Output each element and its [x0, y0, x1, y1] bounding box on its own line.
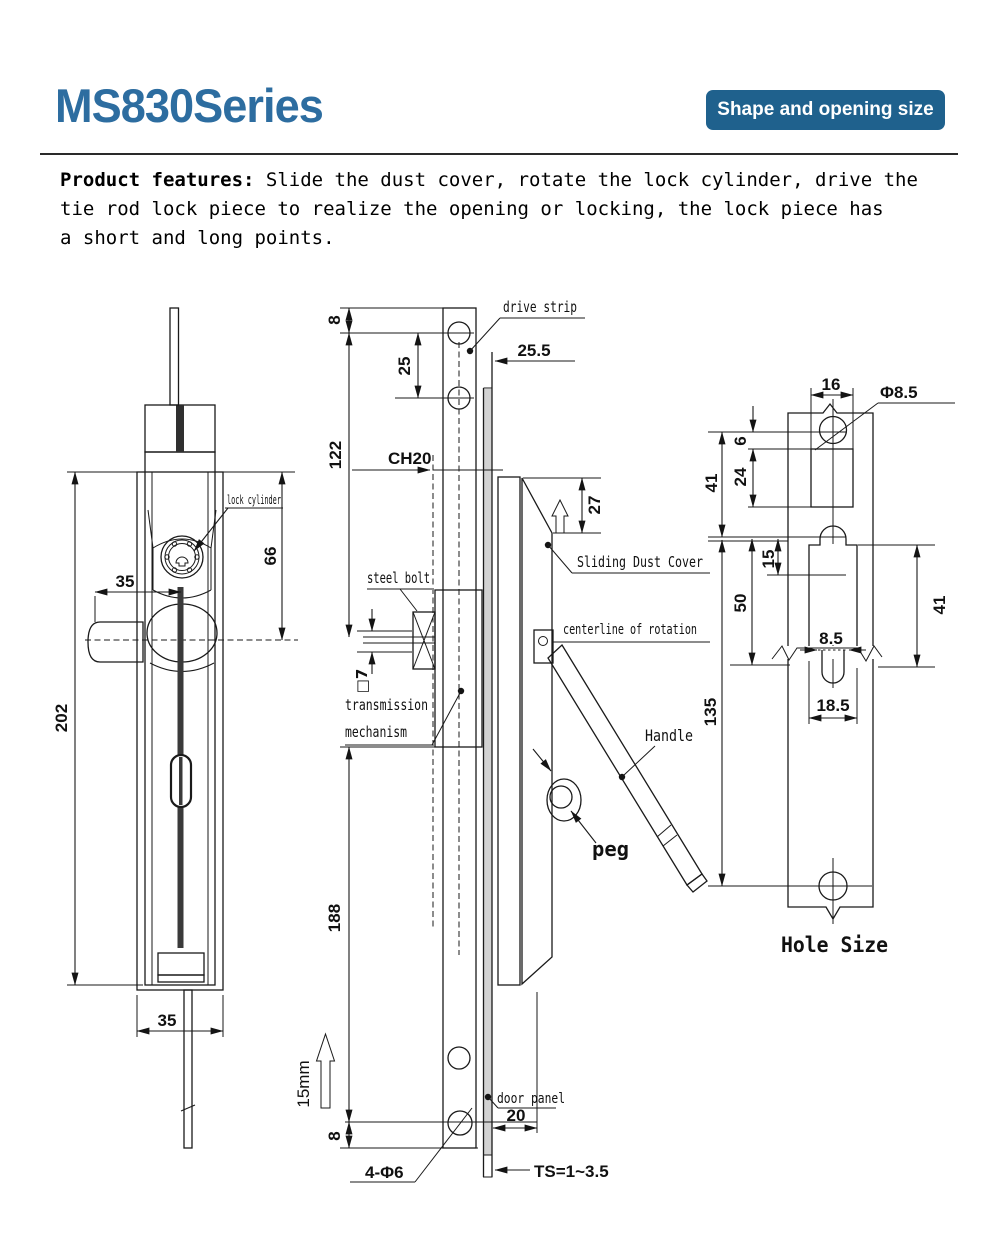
- dim-bottom-margin: 8: [325, 1131, 344, 1141]
- label-drive-strip: drive strip: [503, 298, 577, 316]
- dim-cover-travel: 27: [585, 495, 604, 515]
- label-transmission-1: transmission: [345, 696, 428, 714]
- hole-plate: [788, 404, 873, 919]
- dim-panel-thickness: TS=1~3.5: [534, 1162, 609, 1181]
- side-dust-cover: [522, 478, 552, 984]
- hole-size-view: [701, 375, 955, 957]
- side-lock-case: [498, 477, 520, 985]
- front-handle-grip: [88, 622, 143, 662]
- label-door-panel: door panel: [497, 1091, 565, 1107]
- label-lock-cylinder: lock cylinder: [227, 492, 282, 507]
- features-line2: tie rod lock piece to realize the opening or locking, the lock piece has: [60, 198, 884, 220]
- front-top-rod: [170, 308, 179, 405]
- dim-upper-span: 41: [702, 473, 721, 493]
- dim-slot-width-wide: 18.5: [816, 696, 850, 715]
- dim-right-span: 41: [930, 595, 949, 615]
- front-lock-piece: [158, 953, 204, 975]
- dim-hole-edge: 6: [731, 436, 750, 446]
- cover-travel-arrow-icon: [552, 500, 568, 533]
- shape-size-badge[interactable]: Shape and opening size: [706, 90, 945, 130]
- dim-slot-width-top: 16: [821, 375, 841, 394]
- dim-panel-inset: 20: [506, 1106, 526, 1125]
- dim-bolt-square: □7: [353, 668, 371, 694]
- dim-strip-offset: 25.5: [517, 341, 551, 360]
- dim-neck: 15: [759, 549, 778, 569]
- label-transmission-2: mechanism: [345, 723, 407, 741]
- front-head-slot: [176, 405, 184, 452]
- dim-slot-width: 8.5: [819, 629, 843, 648]
- dim-total-height: 135: [701, 697, 720, 727]
- front-bottom-rod: [184, 990, 192, 1148]
- dim-front-body-height: 202: [52, 703, 71, 733]
- stroke-travel-arrow-icon: [317, 1034, 335, 1108]
- hole-rect-cutout: [811, 449, 853, 507]
- front-view: [52, 308, 298, 1148]
- page-title: MS830Series: [55, 79, 323, 132]
- label-sliding-dust-cover: Sliding Dust Cover: [577, 553, 703, 571]
- features-line3: a short and long points.: [60, 227, 335, 249]
- hole-size-caption: Hole Size: [781, 933, 888, 957]
- side-door-panel: [484, 389, 492, 1155]
- label-steel-bolt: steel bolt: [367, 569, 430, 587]
- front-lock-cylinder: [161, 536, 203, 578]
- dim-cutout-height: 24: [731, 467, 750, 487]
- side-pivot-hole: [539, 637, 548, 646]
- features-line1: Slide the dust cover, rotate the lock cylinder, drive the: [254, 169, 918, 191]
- label-centerline-of-rotation: centerline of rotation: [563, 622, 697, 638]
- dim-lower-length: 188: [325, 903, 344, 933]
- dim-hole-dia: Φ8.5: [880, 383, 918, 402]
- dim-upper-length: 122: [326, 440, 345, 470]
- side-pivot-block: [534, 630, 553, 663]
- label-peg: peg: [592, 837, 629, 861]
- dim-front-body-width: 35: [157, 1011, 177, 1030]
- dim-mid-span: 50: [731, 593, 750, 613]
- dim-front-cyl-width: 35: [115, 572, 135, 591]
- dim-travel: 15mm: [294, 1060, 313, 1108]
- side-hole-bot1: [448, 1047, 470, 1069]
- label-handle: Handle: [645, 726, 693, 745]
- dim-top-margin: 8: [325, 315, 344, 325]
- dim-chamfer: CH20: [388, 449, 432, 468]
- dim-hole-pitch: 25: [395, 356, 414, 376]
- dim-mounting-holes: 4-Φ6: [365, 1163, 404, 1182]
- features-label: Product features:: [60, 169, 255, 191]
- dim-front-cyl-height: 66: [261, 546, 280, 566]
- side-view: [294, 298, 710, 1182]
